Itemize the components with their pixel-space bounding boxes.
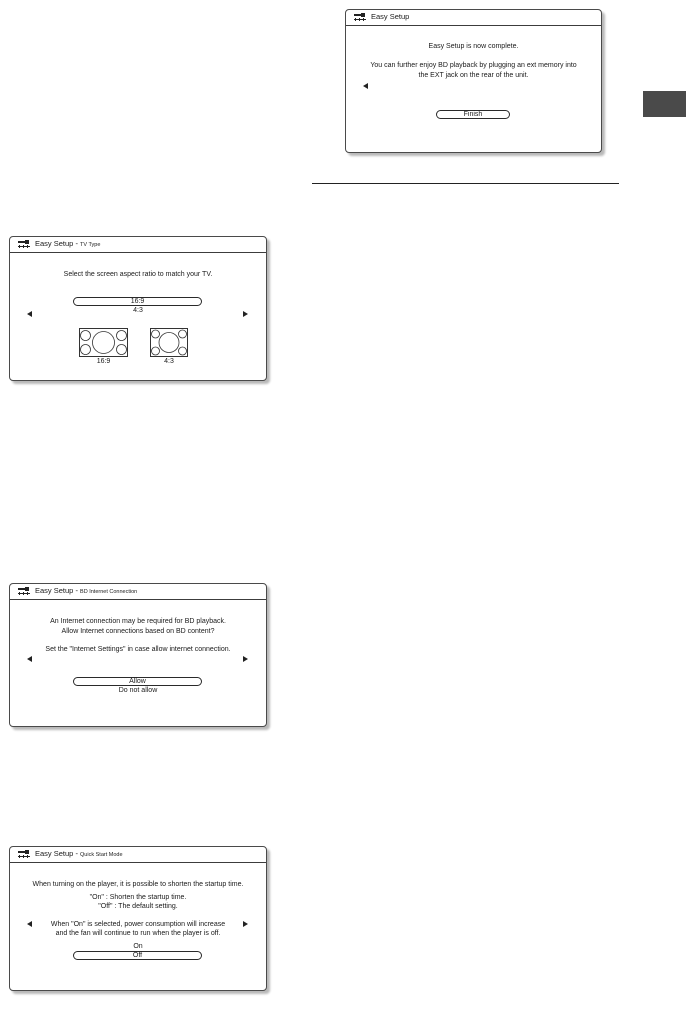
easy-setup-complete-dialog [345, 9, 602, 153]
ext-jack-message: the EXT jack on the rear of the unit. [418, 72, 529, 79]
dialog-subtitle: BD Internet Connection [80, 589, 138, 595]
widescreen-tv-illustration [79, 328, 128, 357]
complete-message: Easy Setup is now complete. [428, 43, 519, 50]
power-warning-line2: and the fan will continue to run when the player is off. [55, 930, 221, 937]
setup-tools-icon [18, 587, 30, 596]
dialog-header [346, 10, 601, 26]
on-description: "On" : Shorten the startup time. [89, 894, 187, 901]
left-arrow-icon[interactable] [27, 656, 32, 662]
dialog-header [10, 847, 266, 863]
dialog-header [10, 584, 266, 600]
aspect-ratio-prompt: Select the screen aspect ratio to match your TV. [63, 271, 213, 278]
dialog-title: Easy Setup - Quick Start Mode [35, 849, 123, 858]
finish-button[interactable]: Finish [436, 110, 510, 119]
dialog-title: Easy Setup [371, 12, 410, 21]
dialog-title: Easy Setup - BD Internet Connection [35, 586, 138, 595]
widescreen-label: 16:9 [96, 358, 111, 365]
off-description: "Off" : The default setting. [98, 903, 178, 910]
allow-option[interactable]: Allow [73, 677, 202, 686]
allow-question: Allow Internet connections based on BD content? [61, 628, 215, 635]
internet-required-message: An Internet connection may be required for BD playback. [50, 618, 226, 625]
dialog-subtitle: TV Type [80, 242, 101, 248]
right-arrow-icon[interactable] [243, 656, 248, 662]
widescreen-circles-icon [80, 329, 127, 356]
setup-tools-icon [354, 13, 366, 22]
option-16-9[interactable]: 16:9 [73, 297, 202, 306]
bd-internet-connection-dialog [9, 583, 267, 727]
left-arrow-icon[interactable] [363, 83, 368, 89]
do-not-allow-option[interactable]: Do not allow [118, 687, 158, 694]
ext-memory-message: You can further enjoy BD playback by plugging an ext memory into [370, 62, 577, 69]
standard-circles-icon [151, 329, 187, 356]
startup-time-message: When turning on the player, it is possible to shorten the startup time. [32, 881, 244, 888]
setup-tools-icon [18, 850, 30, 859]
power-warning-line1: When "On" is selected, power consumption will increase [50, 921, 226, 928]
option-4-3[interactable]: 4:3 [133, 307, 143, 314]
dialog-subtitle: Quick Start Mode [80, 852, 123, 858]
quick-start-mode-dialog [9, 846, 267, 991]
dialog-header [10, 237, 266, 253]
off-option[interactable]: Off [73, 951, 202, 960]
standard-tv-illustration [150, 328, 188, 357]
on-option[interactable]: On [133, 943, 143, 950]
section-divider [312, 183, 619, 184]
standard-label: 4:3 [164, 358, 174, 365]
dialog-title: Easy Setup - TV Type [35, 239, 101, 248]
section-tab-marker [643, 91, 686, 117]
internet-settings-message: Set the "Internet Settings" in case allow internet connection. [45, 646, 231, 653]
tv-type-dialog [9, 236, 267, 381]
setup-tools-icon [18, 240, 30, 249]
